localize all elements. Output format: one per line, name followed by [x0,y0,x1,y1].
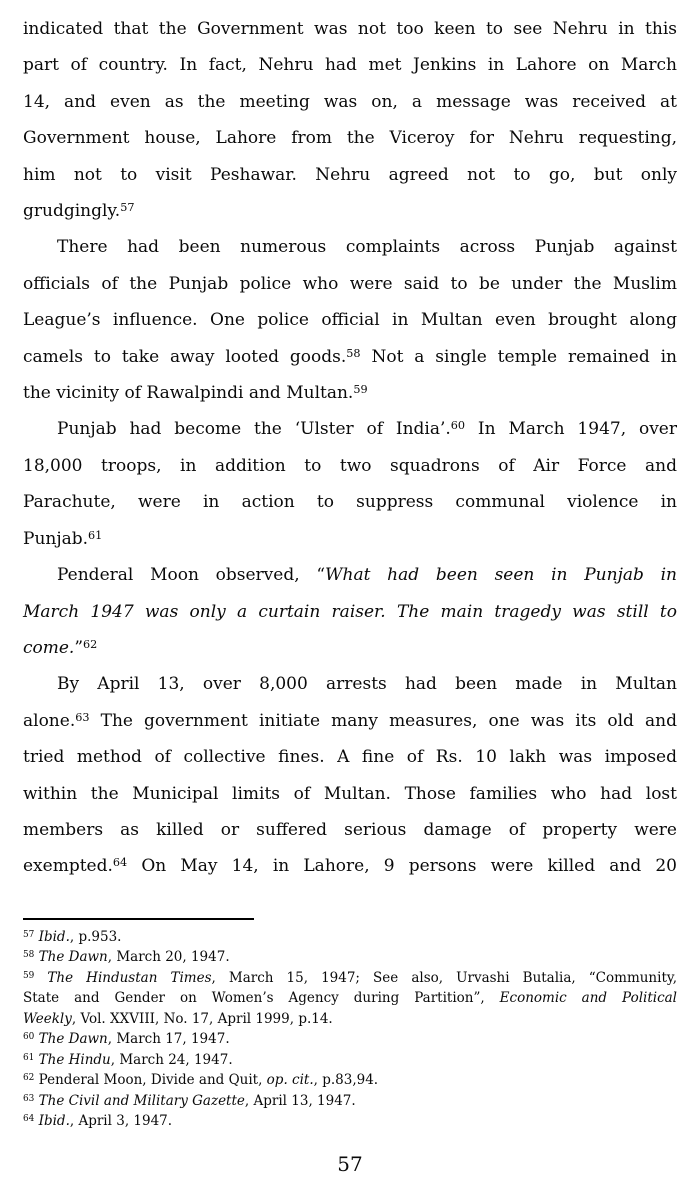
text-run: League’s influence. One police official in Multan even brought along [23,310,677,331]
footnote-ref: 59 [23,970,35,981]
text-line [23,11,677,47]
text-line [23,1050,677,1071]
footnote-ref: 58 [23,950,35,961]
text-run: part of country. In fact, Nehru had met Jenkins in Lahore on March [23,55,677,76]
text-line [23,557,677,593]
footnote-ref: 63 [23,1093,35,1104]
text-run: exempted. [23,856,113,877]
page-number: 57 [337,1152,363,1176]
footnote [23,1111,677,1132]
text-run: , April 3, 1947. [69,1113,173,1130]
text-run: , March 24, 1947. [110,1051,233,1068]
text-run: Not a single temple remained in [360,346,677,367]
text-line [23,968,677,989]
text-run: grudgingly. [23,201,121,222]
text-line [23,776,677,812]
footnote-ref: 61 [23,1052,35,1063]
footnote-ref: 61 [88,528,103,542]
text-line [23,266,677,302]
text-line [23,927,677,948]
text-line [23,1070,677,1091]
text-run: The Hindustan Times [47,969,212,986]
footnote-ref: 60 [23,1032,35,1043]
footnote-ref: 64 [23,1114,35,1125]
footnote-ref: 57 [120,200,135,214]
footnote-ref: 58 [346,346,361,360]
text-line [23,448,677,484]
text-run: Ibid. [38,928,70,945]
text-line [23,1111,677,1132]
text-run: Punjab had become the ‘Ulster of India’. [57,419,451,440]
text-run: Ibid. [38,1113,70,1130]
paragraph [23,229,677,411]
text-run: By April 13, over 8,000 arrests had been made in Multan [57,674,677,695]
text-run: ” [74,637,84,658]
footnote-ref: 62 [83,637,98,651]
text-line [23,630,677,666]
text-run: alone. [23,710,76,731]
footnote [23,1050,677,1071]
paragraph [23,11,677,229]
text-line [23,157,677,193]
text-line [23,812,677,848]
footnote [23,968,677,1030]
text-run: March 1947 was only a curtain raiser. The main tragedy was still to [23,601,677,622]
text-run: op. cit. [266,1072,314,1089]
footnote-ref: 57 [23,929,35,940]
text-run: The Hindu [38,1051,111,1068]
text-line [23,193,677,229]
text-line [23,1029,677,1050]
text-run: State and Gender on Women’s Agency during Partition”, [23,990,500,1007]
text-run: , Vol. XXVIII, No. 17, April 1999, p.14. [71,1010,333,1027]
text-run: him not to visit Peshawar. Nehru agreed not to go, but only [23,164,677,185]
text-run: , March 20, 1947. [107,949,230,966]
text-line [23,1091,677,1112]
text-line [23,703,677,739]
footnote [23,1029,677,1050]
text-run: tried method of collective fines. A fine of Rs. 10 lakh was imposed [23,747,677,768]
text-line [23,594,677,630]
text-run: The Dawn [38,949,108,966]
paragraph [23,411,677,557]
footnote [23,947,677,968]
text-line [23,84,677,120]
text-run: 14, and even as the meeting was on, a message was received at [23,91,677,112]
footnote [23,1091,677,1112]
text-run: , p.83,94. [313,1072,379,1089]
text-run: come. [23,637,75,658]
text-run: indicated that the Government was not too keen to see Nehru in this [23,19,677,39]
text-line [23,47,677,83]
footnote-ref: 63 [75,710,90,724]
text-run: The government initiate many measures, one was its old and [89,710,677,731]
text-line [23,988,677,1009]
text-run: Parachute, were in action to suppress communal violence in [23,492,677,513]
text-run: The Civil and Military Gazette [38,1092,245,1109]
text-run: members as killed or suffered serious damage of property were [23,819,677,840]
text-line [23,120,677,156]
text-run: Punjab. [23,528,89,549]
text-line [23,947,677,968]
text-run [34,970,47,986]
footnote-ref: 64 [112,856,128,870]
footnote-ref: 59 [353,383,368,397]
footnotes [0,920,700,1132]
text-line [23,339,677,375]
text-run: Government house, Lahore from the Viceroy for Nehru requesting, [23,128,677,149]
text-run: Economic and Political [499,990,677,1007]
text-line [23,1009,677,1030]
text-run: the vicinity of Rawalpindi and Multan. [23,383,354,404]
text-run: , April 13, 1947. [244,1092,356,1109]
text-run: What had been seen in Punjab in [325,565,677,586]
paragraph [23,557,677,666]
text-run: 18,000 troops, in addition to two squadrons of Air Force and [23,455,677,476]
text-run: On May 14, in Lahore, 9 persons were killed and 20 [127,856,677,877]
text-run: Penderal Moon observed, “ [57,565,326,586]
text-line [23,411,677,447]
text-run: The Dawn [38,1031,108,1048]
text-run: , March 15, 1947; See also, Urvashi Butalia, “Community, [211,969,677,986]
text-line [23,229,677,265]
footnote [23,927,677,948]
text-line [23,302,677,338]
text-run: In March 1947, over [465,419,677,440]
text-line [23,375,677,411]
text-line [23,666,677,702]
text-line [23,739,677,775]
text-line [23,484,677,520]
text-run: within the Municipal limits of Multan. Those families who had lost [23,783,677,804]
text-line [23,521,677,557]
text-run: , March 17, 1947. [107,1031,230,1048]
footnote-ref: 60 [450,419,466,433]
text-run: Penderal Moon, Divide and Quit, [34,1072,267,1089]
text-line [23,848,677,884]
text-run: There had been numerous complaints across Punjab against [57,237,677,258]
text-run: officials of the Punjab police who were said to be under the Muslim [23,273,677,294]
paragraph [23,666,677,884]
text-run: camels to take away looted goods. [23,346,347,367]
footnote-ref: 62 [23,1073,35,1084]
text-run: Weekly [23,1010,72,1027]
footnote [23,1070,677,1091]
text-run: , p.953. [69,928,122,945]
